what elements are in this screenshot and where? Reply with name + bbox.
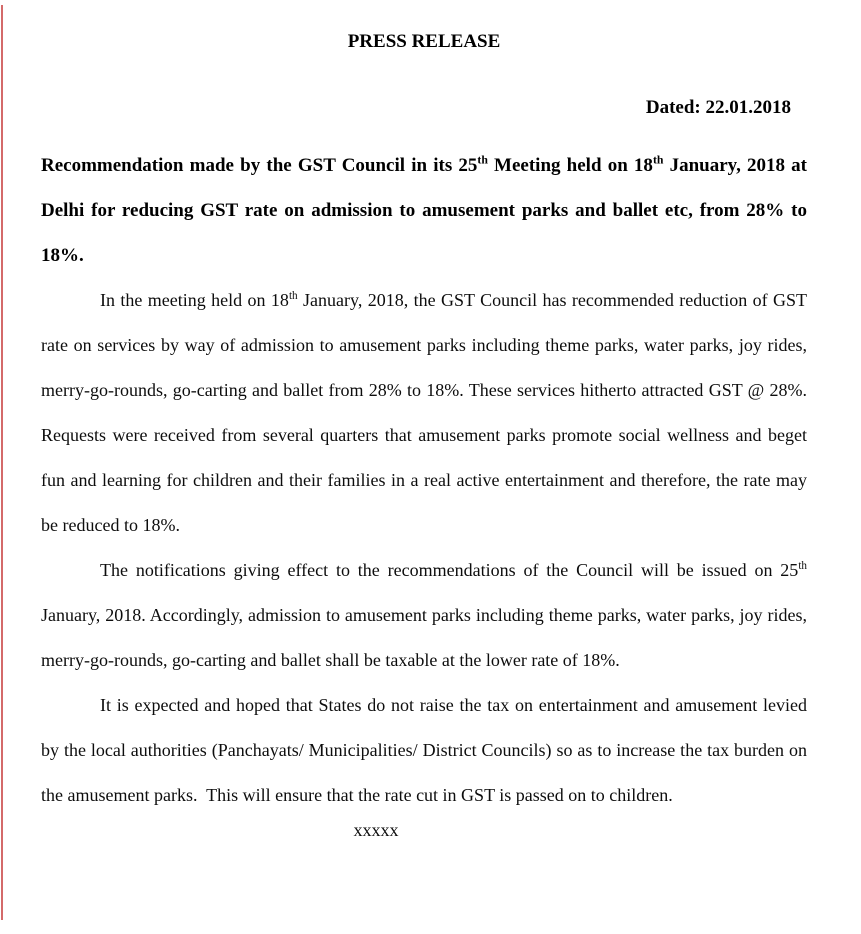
footer-mark: xxxxx (353, 820, 399, 840)
paragraph-states-expectation: It is expected and hoped that States do not raise the tax on entertainment and amusement levied by the local authorities (Panchayats/ Municipalities/ District Councils) so as to increase the tax burden on the amusement parks. This will ensure that the rate cut in GST is passed on to children. (41, 695, 807, 805)
left-accent-line (1, 5, 3, 920)
page-title: PRESS RELEASE (347, 31, 501, 52)
recommendation-heading: Recommendation made by the GST Council in its 25th Meeting held on 18th January, 2018 at Delhi for reducing GST rate on admission to amusement parks and ballet etc, from 28% to 18%. (41, 153, 807, 266)
paragraph-meeting-recommendation: In the meeting held on 18th January, 2018, the GST Council has recommended reduction of GST rate on services by way of admission to amusement parks including theme parks, water parks, joy rides, merry-go-rounds, go-carting and ballet from 28% to 18%. These services hitherto attracted GST @ 28%. Requests were received from several quarters that amusement parks promote social wellness and beget fun and learning for children and their families in a real active entertainment and therefore, the rate may be reduced to 18%. (41, 290, 807, 535)
dated-line: Dated: 22.01.2018 (645, 97, 791, 118)
paragraph-notifications: The notifications giving effect to the recommendations of the Council will be issued on 25th January, 2018. Accordingly, admission to amusement parks including theme parks, water parks, joy rides, merry-go-rounds, go-carting and ballet shall be taxable at the lower rate of 18%. (41, 560, 807, 670)
